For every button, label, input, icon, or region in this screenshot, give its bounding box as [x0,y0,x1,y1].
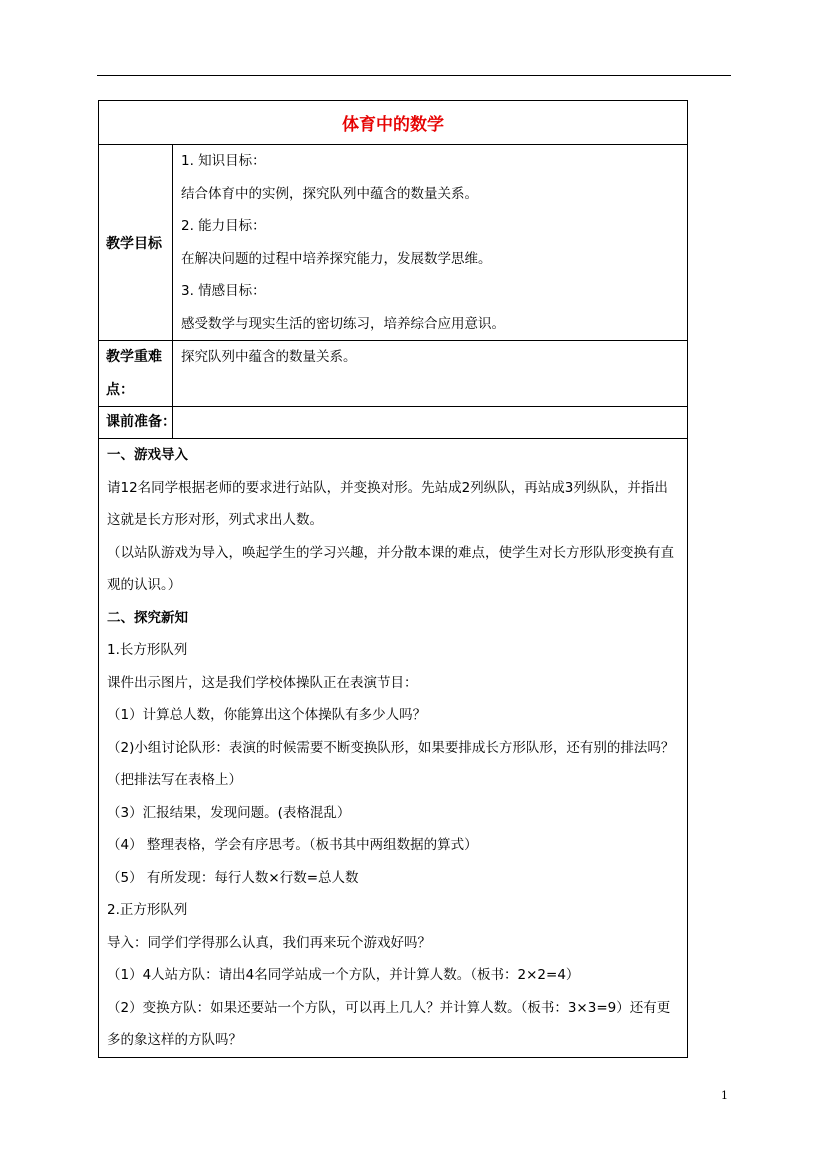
paragraph: （2)小组讨论队形：表演的时候需要不断变换队形，如果要排成长方形队形，还有别的排法吗？（把排法写在表格上） [107,739,675,788]
paragraph: （1）4人站方队：请出4名同学站成一个方队，并计算人数。（板书：2×2=4） [107,967,580,983]
paragraph: （1）计算总人数，你能算出这个体操队有多少人吗？ [107,707,427,723]
paragraph: 课件出示图片，这是我们学校体操队正在表演节目： [107,674,418,691]
goal-line: 3. 情感目标： [181,283,266,299]
preparation-content [173,407,688,439]
key-points-label-line1: 教学重难 [106,349,162,365]
goals-content [173,145,688,341]
goal-line: 1. 知识目标： [181,153,266,169]
page-number: 1 [721,1089,728,1102]
key-points-text: 探究队列中蕴含的数量关系。 [181,349,357,365]
goal-line: 结合体育中的实例，探究队列中蕴含的数量关系。 [181,185,478,202]
subsection-heading: 2.正方形队列 [107,902,188,918]
preparation-label-text: 课前准备： [106,414,176,430]
header-rule [97,75,731,76]
preparation-label [99,407,176,439]
lesson-plan-table [98,100,688,1058]
teaching-process [99,439,688,1058]
key-points-label-line2: 点： [106,381,134,398]
paragraph: （4） 整理表格，学会有序思考。（板书其中两组数据的算式） [107,837,478,853]
goal-line: 2. 能力目标： [181,218,266,234]
goal-line: 感受数学与现实生活的密切练习，培养综合应用意识。 [181,315,505,332]
paragraph: （2）变换方队：如果还要站一个方队，可以再上几人？并计算人数。（板书：3×3=9）还有更多的象这样的方队吗？ [107,999,671,1048]
paragraph: 请12名同学根据老师的要求进行站队，并变换对形。先站成2列纵队，再站成3列纵队，并指出这就是长方形对形，列式求出人数。 [107,479,668,528]
paragraph: 导入：同学们学得那么认真，我们再来玩个游戏好吗？ [107,934,431,951]
document-title: 体育中的数学 [99,101,688,145]
key-points-content [173,341,688,407]
goals-label: 教学目标 [99,145,173,341]
paragraph: （3）汇报结果，发现问题。(表格混乱） [107,804,351,821]
key-points-label [99,341,173,407]
section-heading: 二、探究新知 [107,609,188,626]
section-heading: 一、游戏导入 [107,447,188,463]
paragraph: （以站队游戏为导入，唤起学生的学习兴趣，并分散本课的难点，使学生对长方形队形变换有直观的认识。） [107,544,674,593]
paragraph: （5） 有所发现：每行人数×行数=总人数 [107,869,359,886]
subsection-heading: 1.长方形队列 [107,642,188,658]
goal-line: 在解决问题的过程中培养探究能力，发展数学思维。 [181,250,492,267]
